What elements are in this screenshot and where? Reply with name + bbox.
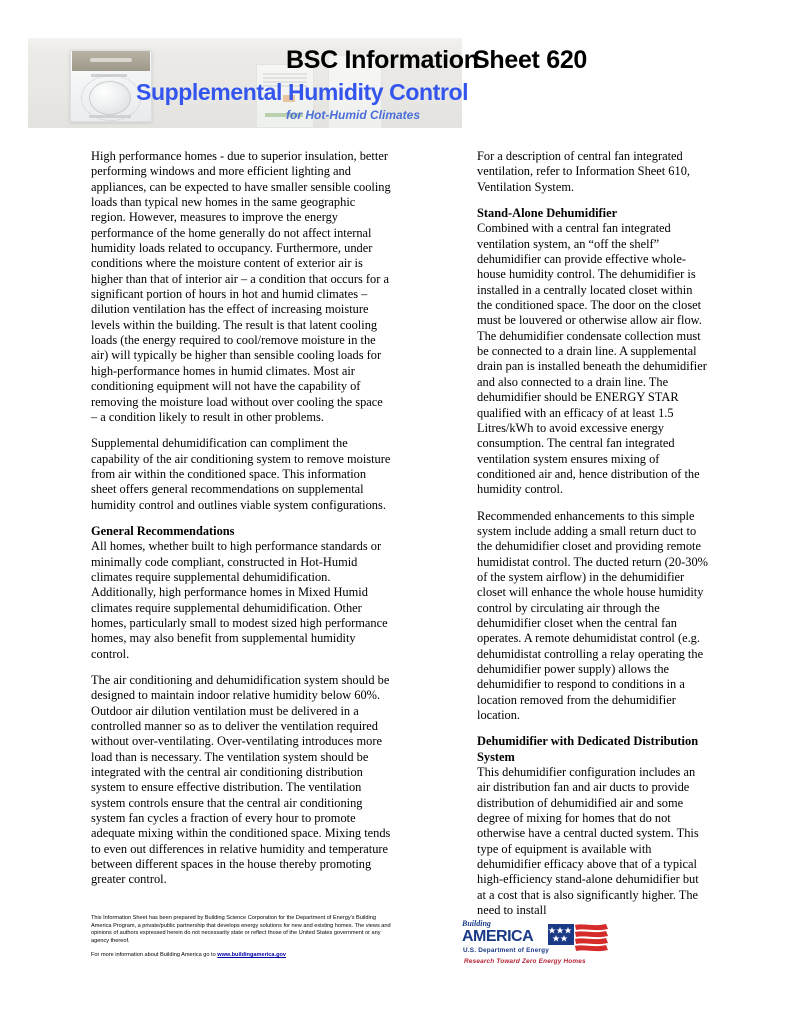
paragraph: Combined with a central fan integrated ventilation system, an “off the shelf” dehumidifier can provide effective whole-house humidity control. The dehumidifier is installed in a centrally located closet within the conditioned space. The door on the closet must be louvered or otherwise allow air flow. The dehumidifier condensate collection must be connected to a drain line. A supplemental drain pan is installed beneath the dehumidifier and also connected to a drain line. The dehumidifier should be ENERGY STAR qualified with an efficacy of at least 1.5 Litres/kWh to avoid excessive energy consumption. The central fan integrated ventilation system ensures mixing of conditioned air and, hence distribution of the humidity control. [477, 221, 707, 497]
device-dial-knob [89, 81, 131, 115]
document-header [0, 38, 791, 130]
document-footer [0, 905, 791, 995]
footer-disclaimer-block [91, 915, 391, 967]
page-subtitle: Supplemental Humidity Control [136, 79, 469, 105]
paragraph: Supplemental dehumidification can compliment the capability of the air conditioning system to remove moisture from air within the conditioned space. This information sheet offers general recommendations on supplemental humidity control and outlines viable system configurations. [91, 436, 391, 512]
flag-svg [548, 923, 610, 953]
footer-more-info [91, 952, 391, 960]
paragraph: Recommended enhancements to this simple system include adding a small return duct to the dehumidifier closet and providing remote humidistat control. The ducted return (20-30% of the system airflow) in the dehumidifier closet will enhance the whole house humidity control by circulating air through the dehumidifier closet when the central fan operates. A remote dehumidistat control (e.g. dehumidistat controlling a relay operating the dehumidifier power supply) allows the dehumidifier to respond to conditions in a location removed from the dehumidifier location. [477, 508, 709, 723]
left-column [91, 149, 391, 899]
paragraph: For a description of central fan integrated ventilation, refer to Information Sheet 610, Ventilation System. [477, 149, 690, 194]
device-label-lower [89, 115, 131, 118]
logo-building-word: Building [462, 919, 491, 928]
device-top-panel [72, 51, 150, 71]
building-america-website-link[interactable]: www.buildingamerica.gov [217, 952, 287, 959]
paragraph: High performance homes - due to superior insulation, better performing windows and more efficient lighting and appliances, can be expected to have smaller sensible cooling loads than typical new homes in the same geographic region. However, measures to improve the energy performance of the home generally do not affect internal humidity loads related to occupancy. Furthermore, under conditions where the moisture content of exterior air is higher than that of interior air – a condition that occurs for a significant portion of hours in hot and humid climates – dilution ventilation has the effect of increasing moisture levels within the building. The result is that latent cooling loads (the energy required to cool/remove moisture in the air) will typically be higher than sensible cooling loads for high-performance homes in humid climates. Most air conditioning equipment will not have the capability of removing the moisture load without over cooling the space – a condition likely to result in other problems. [91, 149, 391, 424]
paragraph: This dehumidifier configuration includes an air distribution fan and air ducts to provide distribution of dehumidified air and some degree of mixing for homes that do not otherwise have a central ducted system. This type of equipment is available with dehumidifier efficacy above that of a typical high-efficiency stand-alone dehumidifier but at a cost that is also significantly higher. The need to install [477, 765, 699, 918]
logo-america-word: AMERICA [462, 928, 534, 945]
paragraph: All homes, whether built to high performance standards or minimally code compliant, constructed in Hot-Humid climates require supplemental dehumidification. Additionally, high performance homes in Mixed Humid climates require supplemental dehumidification. Other homes, particularly small to modest sized high performance homes, may also benefit from supplemental humidity control. [91, 539, 388, 661]
section-heading-stand-alone-dehumidifier: Stand-Alone Dehumidifier [477, 206, 618, 221]
device-brand-mark [90, 58, 132, 62]
page-title-sheet-number: Sheet 620 [473, 46, 588, 74]
section-heading-general-recommendations: General Recommendations [91, 523, 235, 538]
page-tagline: for Hot-Humid Climates [286, 108, 421, 122]
logo-tagline: Research Toward Zero Energy Homes [464, 958, 586, 965]
right-column [477, 149, 709, 930]
section-heading-dehumidifier-dedicated-distribution: Dehumidifier with Dedicated Distribution System [477, 734, 699, 764]
building-america-logo [462, 915, 612, 977]
footer-disclaimer: This Information Sheet has been prepared by Building Science Corporation for the Department of Energy's Building America Program, a private/public partnership that develops energy solutions for new and existing homes. The views and opinions of authors expressed herein do not necessarily state or reflect those of the United States government or any agency thereof. [91, 915, 391, 944]
footer-more-info-prefix: For more information about Building America go to [91, 952, 218, 959]
usa-flag-icon [548, 923, 610, 953]
logo-doe-line: U.S. Department of Energy [463, 947, 549, 954]
paragraph: The air conditioning and dehumidification system should be designed to maintain indoor relative humidity below 60%. Outdoor air dilution ventilation must be delivered in a controlled manner so as to deliver the ventilation required without over-ventilating. Over-ventilating introduces more load than is necessary. The ventilation system should be integrated with the central air conditioning distribution system to ensure effective distribution. The ventilation system controls ensure that the central air conditioning system fan cycles a fraction of every hour to promote adequate mixing within the conditioned space. Mixing tends to even out differences in relative humidity and temperature between different spaces in the house thereby promoting greater control. [91, 673, 391, 887]
page-title-main: BSC Information [286, 46, 479, 74]
